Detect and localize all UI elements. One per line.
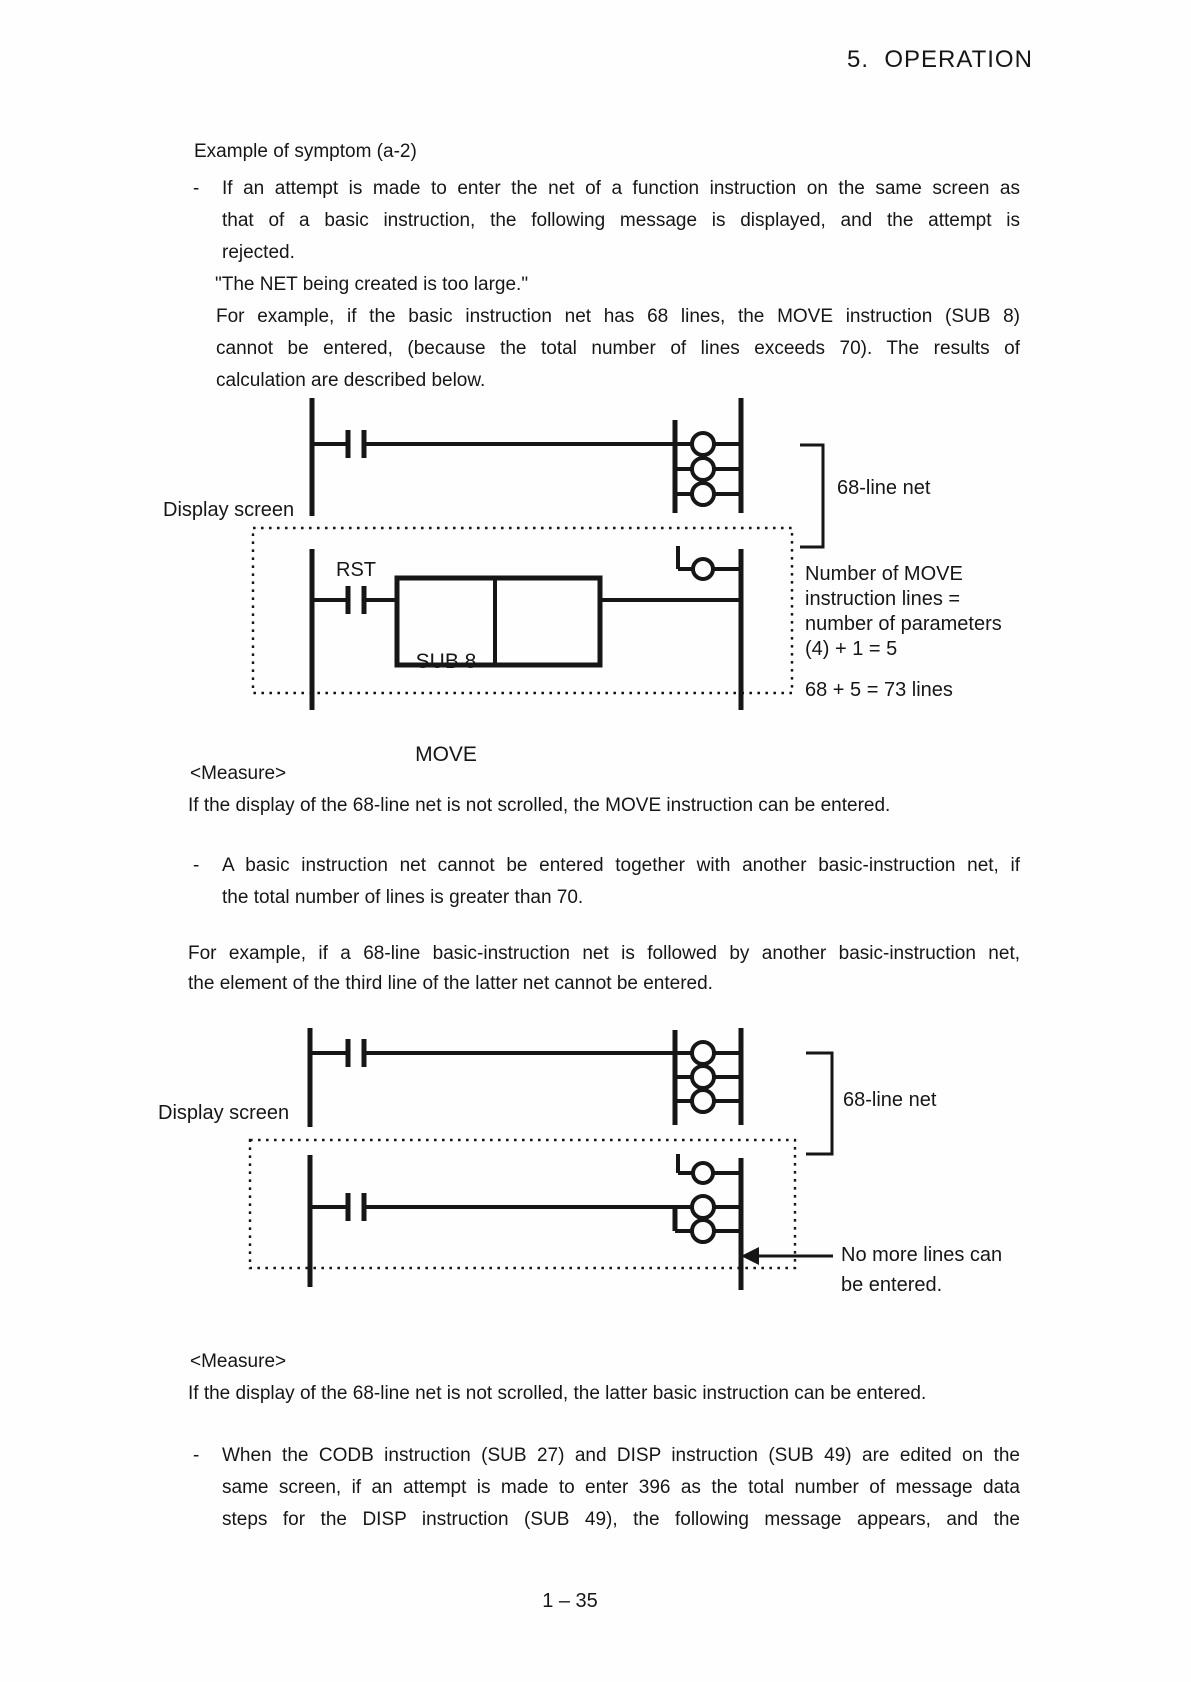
ladder-diagram-1 — [253, 398, 823, 710]
display-screen-label: Display screen — [163, 499, 295, 521]
display-screen-label: Display screen — [158, 1102, 290, 1124]
contact-icon — [348, 586, 364, 614]
measure-text: If the display of the 68-line net is not scrolled, the latter basic instruction can be entered. — [188, 1383, 927, 1404]
page-number: 1 – 35 — [542, 1590, 598, 1612]
no-more-lines-label: be entered. — [841, 1274, 943, 1296]
measure-heading: <Measure> — [190, 763, 287, 784]
coil-icon — [692, 483, 714, 505]
body-line: same screen, if an attempt is made to enter 396 as the total number of message data — [222, 1477, 1020, 1498]
instruction-name-label: MOVE — [415, 743, 477, 766]
measure-text: If the display of the 68-line net is not scrolled, the MOVE instruction can be entered. — [188, 795, 891, 816]
body-line: the total number of lines is greater than 70. — [222, 887, 584, 908]
coil-icon — [693, 559, 713, 579]
net-bracket — [800, 445, 823, 547]
contact-name-label: RST — [336, 559, 376, 581]
body-line: A basic instruction net cannot be entered together with another basic-instruction net, if — [222, 855, 1020, 876]
body-line: calculation are described below. — [216, 370, 486, 391]
body-line: If an attempt is made to enter the net of a function instruction on the same screen as — [222, 178, 1020, 199]
net-size-label: 68-line net — [843, 1089, 937, 1111]
page-title: 5. OPERATION — [847, 46, 1033, 73]
sub-number-label: SUB 8 — [415, 650, 477, 673]
section-heading: Example of symptom (a-2) — [194, 141, 417, 162]
coil-icon — [692, 433, 714, 455]
body-line: When the CODB instruction (SUB 27) and DISP instruction (SUB 49) are edited on the — [222, 1445, 1020, 1466]
body-line: cannot be entered, (because the total number of lines exceeds 70). The results of — [216, 338, 1020, 359]
annotation-line: Number of MOVE — [805, 563, 963, 585]
coil-icon — [693, 1163, 713, 1183]
annotation-line: number of parameters — [805, 613, 1002, 635]
body-line: steps for the DISP instruction (SUB 49), the following message appears, and the — [222, 1509, 1020, 1530]
annotation-line: (4) + 1 = 5 — [805, 638, 898, 660]
total-lines-label: 68 + 5 = 73 lines — [805, 679, 953, 701]
measure-heading: <Measure> — [190, 1351, 287, 1372]
no-more-lines-label: No more lines can — [841, 1244, 1003, 1266]
contact-icon — [348, 1039, 364, 1067]
coil-icon — [692, 1066, 714, 1088]
body-line: the element of the third line of the latter net cannot be entered. — [188, 973, 713, 994]
contact-icon — [348, 1193, 364, 1221]
coil-icon — [692, 1220, 714, 1242]
bullet-marker: - — [193, 855, 200, 876]
coil-icon — [692, 458, 714, 480]
arrow-head-icon — [741, 1247, 759, 1265]
net-size-label: 68-line net — [837, 477, 931, 499]
bullet-marker: - — [193, 1445, 200, 1466]
coil-icon — [692, 1090, 714, 1112]
body-line: For example, if the basic instruction net has 68 lines, the MOVE instruction (SUB 8) — [216, 306, 1020, 327]
net-bracket — [806, 1053, 832, 1154]
message-quote: "The NET being created is too large." — [215, 274, 529, 295]
coil-icon — [692, 1042, 714, 1064]
body-line: that of a basic instruction, the following message is displayed, and the attempt is — [222, 210, 1020, 231]
body-line: rejected. — [222, 242, 295, 263]
coil-icon — [692, 1196, 714, 1218]
bullet-marker: - — [193, 178, 200, 199]
ladder-diagram-2 — [250, 1028, 833, 1290]
contact-icon — [348, 430, 364, 458]
annotation-line: instruction lines = — [805, 588, 961, 610]
body-line: For example, if a 68-line basic-instruction net is followed by another basic-instruction net, — [188, 943, 1020, 964]
